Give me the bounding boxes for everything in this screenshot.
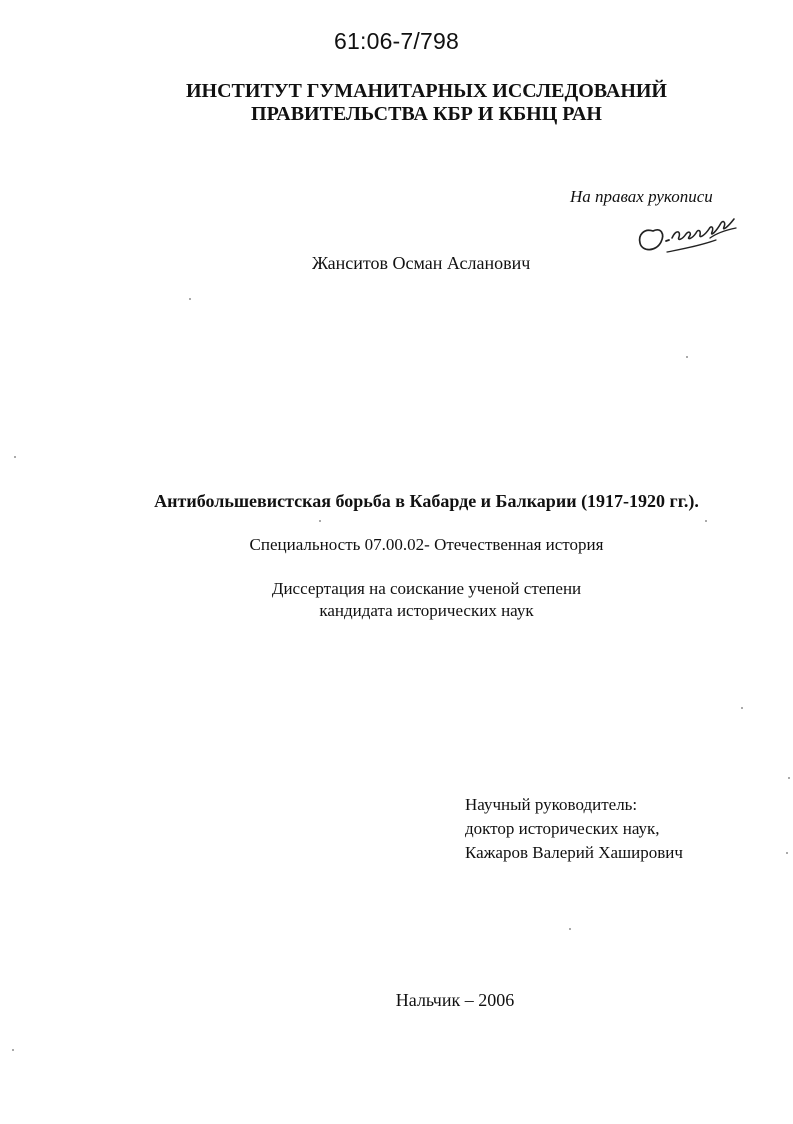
catalog-code: 61:06-7/798	[334, 28, 459, 54]
supervisor-name: Кажаров Валерий Хаширович	[465, 843, 683, 862]
scan-speck	[786, 852, 788, 854]
scan-speck	[319, 520, 321, 522]
institution-heading	[0, 80, 793, 126]
scan-speck	[705, 520, 707, 522]
scan-speck	[741, 707, 743, 709]
degree-description	[0, 578, 793, 622]
scan-speck	[14, 456, 16, 458]
scientific-supervisor	[465, 793, 683, 865]
author-name: Жанситов Осман Асланович	[312, 253, 531, 273]
supervisor-degree: доктор исторических наук,	[465, 819, 660, 838]
scan-speck	[569, 928, 571, 930]
dissertation-title: Антибольшевистская борьба в Кабарде и Балкарии (1917-1920 гг.).	[154, 491, 699, 511]
degree-line-2: кандидата исторических наук	[319, 601, 534, 620]
handwritten-signature	[632, 207, 744, 259]
scan-speck	[788, 777, 790, 779]
institution-line-2: ПРАВИТЕЛЬСТВА КБР И КБНЦ РАН	[251, 103, 602, 125]
manuscript-note: На правах рукописи	[570, 187, 713, 206]
institution-line-1: ИНСТИТУТ ГУМАНИТАРНЫХ ИССЛЕДОВАНИЙ	[186, 80, 667, 102]
scan-speck	[686, 356, 688, 358]
specialty-line: Специальность 07.00.02- Отечественная история	[249, 535, 604, 554]
scan-speck	[12, 1049, 14, 1051]
supervisor-label: Научный руководитель:	[465, 795, 638, 814]
scan-speck	[189, 298, 191, 300]
degree-line-1: Диссертация на соискание ученой степени	[271, 579, 582, 598]
place-and-year: Нальчик – 2006	[395, 990, 515, 1010]
